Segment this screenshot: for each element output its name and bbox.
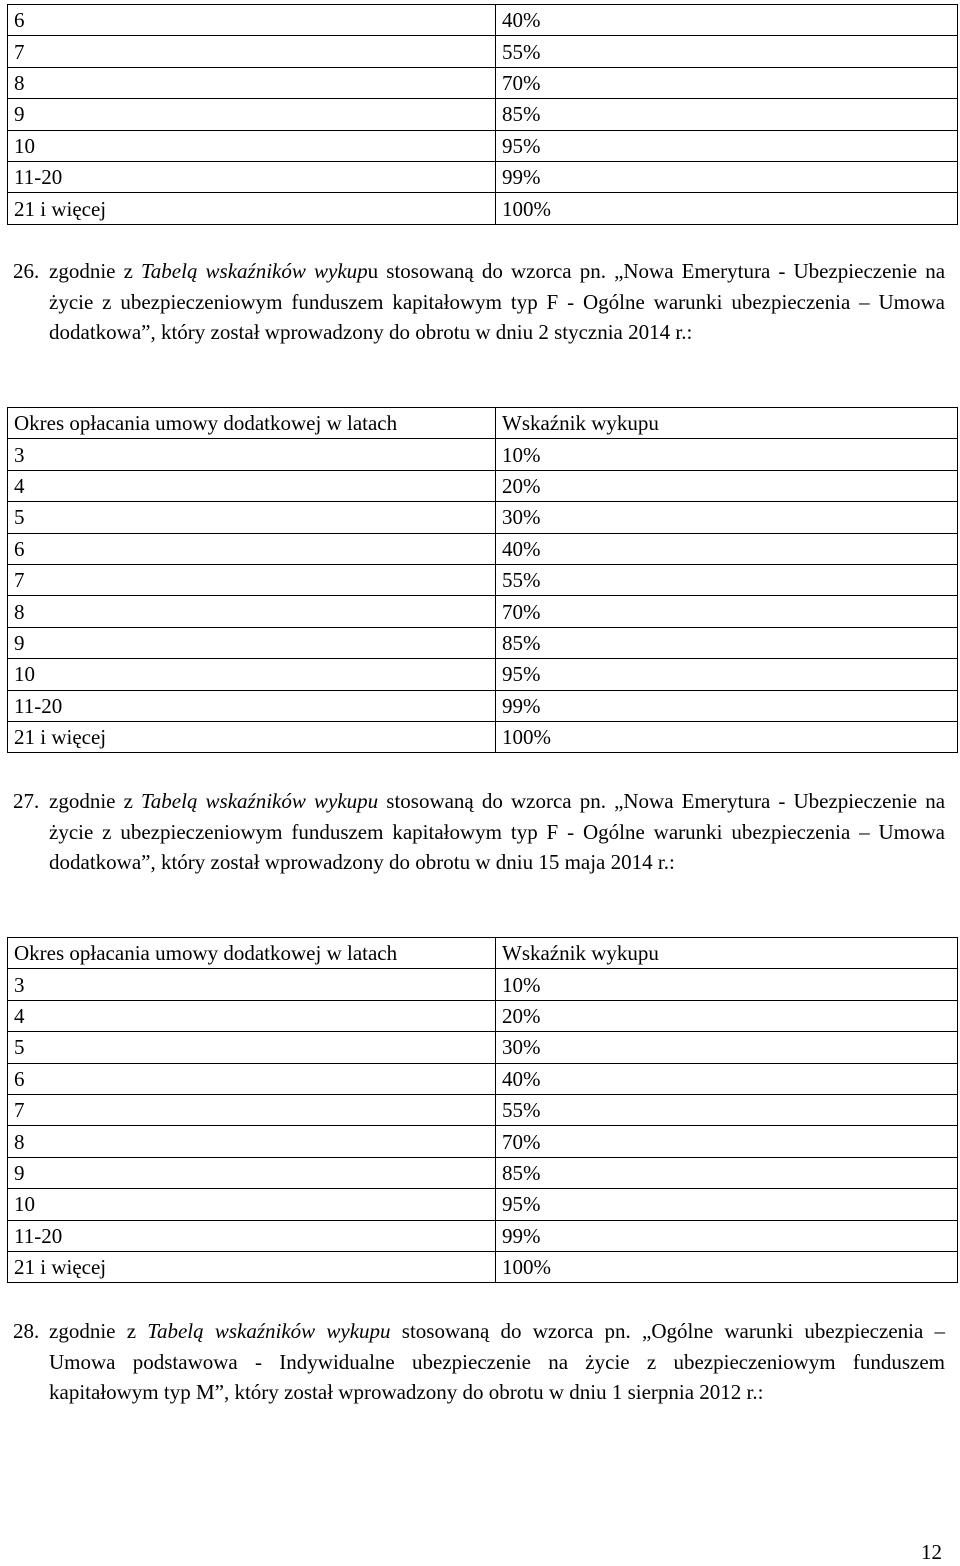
clause-26 xyxy=(13,256,945,348)
table-row xyxy=(8,439,958,470)
period-cell: 10 xyxy=(8,659,496,690)
header-period: Okres opłacania umowy dodatkowej w latach xyxy=(8,938,496,969)
table-body xyxy=(8,5,958,225)
period-cell: 7 xyxy=(8,564,496,595)
period-cell: 10 xyxy=(8,1189,496,1220)
period-cell: 11-20 xyxy=(8,161,496,192)
rate-cell: 95% xyxy=(496,659,958,690)
table-row xyxy=(8,161,958,192)
period-cell: 21 i więcej xyxy=(8,193,496,224)
table-row xyxy=(8,1251,958,1282)
period-cell: 11-20 xyxy=(8,690,496,721)
table-row xyxy=(8,5,958,36)
table-body xyxy=(8,439,958,753)
clause-text-rest: stosowaną do wzorca pn. „Ogólne warunki ubezpieczenia – Umowa podstawowa - Indywidualne ubezpieczenie na życie z ubezpieczeniowym funduszem kapitałowym typ M”, który został wprowadzony do obrotu w dniu 1 sierpnia 2012 r.: xyxy=(49,1319,946,1404)
rate-cell: 99% xyxy=(496,1220,958,1251)
table-row xyxy=(8,1094,958,1125)
table-row xyxy=(8,1157,958,1188)
table-row xyxy=(8,502,958,533)
table-row xyxy=(8,1189,958,1220)
rate-cell: 30% xyxy=(496,1032,958,1063)
period-cell: 4 xyxy=(8,470,496,501)
page-number: 12 xyxy=(921,1540,942,1564)
table-header xyxy=(8,938,958,969)
table-row xyxy=(8,193,958,224)
rate-cell: 99% xyxy=(496,690,958,721)
header-rate: Wskaźnik wykupu xyxy=(496,938,958,969)
table-row xyxy=(8,969,958,1000)
buyback-table-2014-05 xyxy=(7,937,958,1283)
period-cell: 5 xyxy=(8,502,496,533)
table-row xyxy=(8,1126,958,1157)
clause-text-start: zgodnie z xyxy=(49,259,142,283)
clause-text-rest: u stosowaną do wzorca pn. „Nowa Emerytura - Ubezpieczenie na życie z ubezpieczeniowym funduszem kapitałowym typ F - Ogólne warunki ubezpieczenia – Umowa dodatkowa”, który został wprowadzony do obrotu w dniu 2 stycznia 2014 r.: xyxy=(49,259,946,344)
table-header-row xyxy=(8,408,958,439)
buyback-table-2014-01 xyxy=(7,407,958,753)
clause-text-start: zgodnie z xyxy=(49,789,142,813)
table-row xyxy=(8,690,958,721)
period-cell: 6 xyxy=(8,533,496,564)
clause-text xyxy=(49,256,945,348)
period-cell: 21 i więcej xyxy=(8,1251,496,1282)
table-row xyxy=(8,1063,958,1094)
header-period: Okres opłacania umowy dodatkowej w latach xyxy=(8,408,496,439)
period-cell: 21 i więcej xyxy=(8,721,496,752)
rate-cell: 70% xyxy=(496,596,958,627)
period-cell: 7 xyxy=(8,36,496,67)
table-name: Tabelą wskaźników wykupu xyxy=(141,789,379,813)
clause-28 xyxy=(13,1316,945,1408)
table-row xyxy=(8,721,958,752)
period-cell: 6 xyxy=(8,5,496,36)
rate-cell: 20% xyxy=(496,470,958,501)
table-row xyxy=(8,1220,958,1251)
period-cell: 8 xyxy=(8,67,496,98)
rate-cell: 55% xyxy=(496,1094,958,1125)
clause-number: 27. xyxy=(13,789,40,813)
period-cell: 6 xyxy=(8,1063,496,1094)
rate-cell: 85% xyxy=(496,627,958,658)
period-cell: 9 xyxy=(8,99,496,130)
period-cell: 9 xyxy=(8,627,496,658)
table-row xyxy=(8,627,958,658)
period-cell: 3 xyxy=(8,969,496,1000)
clause-text xyxy=(49,786,945,878)
table-row xyxy=(8,533,958,564)
table-row xyxy=(8,36,958,67)
rate-cell: 40% xyxy=(496,5,958,36)
rate-cell: 99% xyxy=(496,161,958,192)
table-row xyxy=(8,67,958,98)
rate-cell: 85% xyxy=(496,99,958,130)
period-cell: 3 xyxy=(8,439,496,470)
table-row xyxy=(8,470,958,501)
rate-cell: 40% xyxy=(496,1063,958,1094)
rate-cell: 95% xyxy=(496,1189,958,1220)
rate-cell: 55% xyxy=(496,564,958,595)
rate-cell: 70% xyxy=(496,1126,958,1157)
table-row xyxy=(8,596,958,627)
rate-cell: 55% xyxy=(496,36,958,67)
period-cell: 8 xyxy=(8,1126,496,1157)
clause-text-start: zgodnie z xyxy=(49,1319,148,1343)
period-cell: 7 xyxy=(8,1094,496,1125)
rate-cell: 40% xyxy=(496,533,958,564)
table-row xyxy=(8,1032,958,1063)
table-name: Tabelą wskaźników wykupu xyxy=(147,1319,391,1343)
rate-cell: 100% xyxy=(496,1251,958,1282)
table-header-row xyxy=(8,938,958,969)
rate-cell: 10% xyxy=(496,969,958,1000)
rate-cell: 30% xyxy=(496,502,958,533)
table-name: Tabelą wskaźników wykup xyxy=(141,259,368,283)
rate-cell: 100% xyxy=(496,721,958,752)
period-cell: 4 xyxy=(8,1000,496,1031)
rate-cell: 100% xyxy=(496,193,958,224)
buyback-table-continued xyxy=(7,4,958,225)
period-cell: 11-20 xyxy=(8,1220,496,1251)
period-cell: 8 xyxy=(8,596,496,627)
rate-cell: 95% xyxy=(496,130,958,161)
clause-27 xyxy=(13,786,945,878)
period-cell: 10 xyxy=(8,130,496,161)
period-cell: 9 xyxy=(8,1157,496,1188)
clause-number: 26. xyxy=(13,259,40,283)
table-row xyxy=(8,659,958,690)
clause-text xyxy=(49,1316,945,1408)
table-row xyxy=(8,99,958,130)
table-row xyxy=(8,1000,958,1031)
clause-text-rest: stosowaną do wzorca pn. „Nowa Emerytura - Ubezpieczenie na życie z ubezpieczeniowym funduszem kapitałowym typ F - Ogólne warunki ubezpieczenia – Umowa dodatkowa”, który został wprowadzony do obrotu w dniu 15 maja 2014 r.: xyxy=(49,789,946,874)
table-body xyxy=(8,969,958,1283)
rate-cell: 85% xyxy=(496,1157,958,1188)
rate-cell: 20% xyxy=(496,1000,958,1031)
clause-number: 28. xyxy=(13,1319,40,1343)
header-rate: Wskaźnik wykupu xyxy=(496,408,958,439)
table-row xyxy=(8,564,958,595)
rate-cell: 70% xyxy=(496,67,958,98)
period-cell: 5 xyxy=(8,1032,496,1063)
table-row xyxy=(8,130,958,161)
table-header xyxy=(8,408,958,439)
rate-cell: 10% xyxy=(496,439,958,470)
